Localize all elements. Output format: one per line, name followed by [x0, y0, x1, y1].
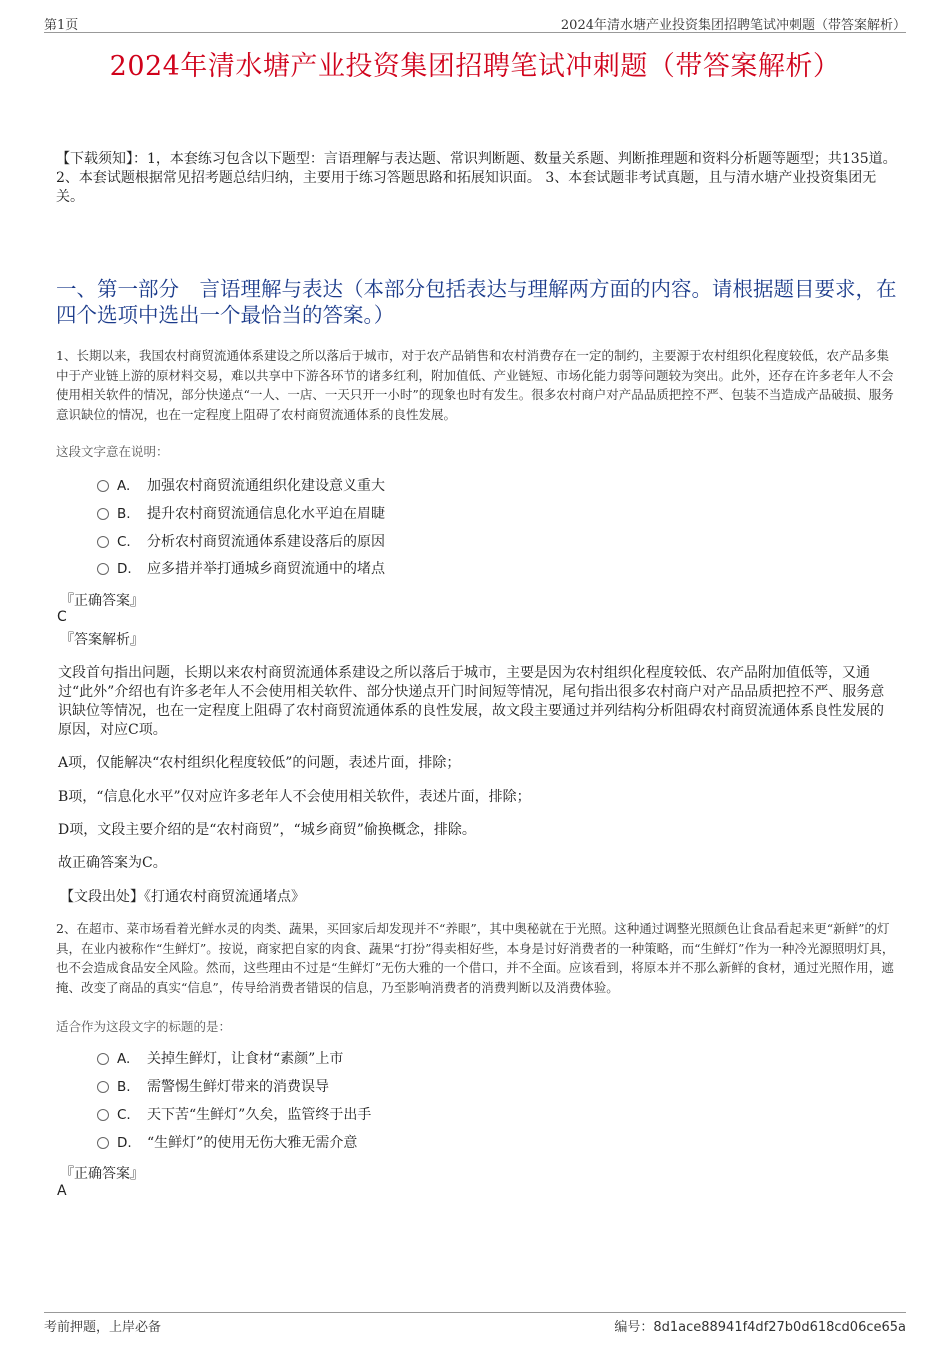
- footer-code: [614, 1316, 906, 1335]
- question-1-answer: C: [57, 609, 67, 625]
- question-1-option-c[interactable]: C. 分析农村商贸流通体系建设落后的原因: [97, 532, 385, 552]
- radio-icon[interactable]: [97, 480, 109, 492]
- question-2-option-d[interactable]: D. “生鲜灯”的使用无伤大雅无需介意: [97, 1133, 357, 1153]
- question-1-source: 【文段出处】《打通农村商贸流通堵点》: [60, 889, 305, 905]
- analysis-label: 『答案解析』: [60, 632, 144, 648]
- question-2-answer: A: [57, 1183, 67, 1199]
- radio-icon[interactable]: [97, 1137, 109, 1149]
- question-1-analysis: 文段首句指出问题，长期以来农村商贸流通体系建设之所以落后于城市，主要是因为农村组织化程度较低、农产品附加值低等，又通过“此外”介绍也有许多老年人不会使用相关软件、部分快递点开门时间短等情况，尾句指出很多农村商户对产品品质把控不严、服务意识缺位等情况，也在一定程度上阻碍了农村商贸流通体系的良性发展，故文段主要通过并列结构分析阻碍农村商贸流通体系良性发展的原因，对应C项。: [58, 665, 885, 738]
- footer-code-label: 编号：: [614, 1320, 654, 1335]
- radio-icon[interactable]: [97, 508, 109, 520]
- question-2-option-c[interactable]: C. 天下苦“生鲜灯”久矣，监管终于出手: [97, 1105, 371, 1125]
- question-2-option-a[interactable]: A. 关掉生鲜灯，让食材“素颜”上市: [97, 1049, 343, 1069]
- question-2-option-b[interactable]: B. 需警惕生鲜灯带来的消费误导: [97, 1077, 329, 1097]
- page-header: [44, 14, 906, 33]
- correct-answer-label: 『正确答案』: [60, 1166, 144, 1182]
- analysis-line-a: A项，仅能解决“农村组织化程度较低”的问题，表述片面，排除；: [58, 755, 461, 771]
- question-1-prompt: 这段文字意在说明：: [56, 444, 169, 459]
- correct-answer-label: 『正确答案』: [60, 593, 144, 609]
- question-1-stem: 1、长期以来，我国农村商贸流通体系建设之所以落后于城市，对于农产品销售和农村消费存在一定的制约，主要源于农村组织化程度较低，农产品多集中于产业链上游的原材料交易，难以共享中下游各环节的诸多红利，附加值低、产业链短、市场化能力弱等问题较为突出。此外，还存在许多老年人不会使用相关软件的情况，部分快递点“一人、一店、一天只开一小时”的现象也时有发生。很多农村商户对产品品质把控不严、包装不当造成产品破损、服务意识缺位的情况，也在一定程度上阻碍了农村商贸流通体系的良性发展。: [56, 348, 894, 422]
- question-2-prompt: 适合作为这段文字的标题的是：: [56, 1019, 232, 1034]
- question-2-stem: 2、在超市、菜市场看着光鲜水灵的肉类、蔬果，买回家后却发现并不“养眼”，其中奥秘就在于光照。这种通过调整光照颜色让食品看起来更“新鲜”的灯具，在业内被称作“生鲜灯”。按说，商家把自家的肉食、蔬果“打扮”得卖相好些，本身是讨好消费者的一种策略，而“生鲜灯”作为一种冷光源照明灯具，也不会造成食品安全风险。然而，这些理由不过是“生鲜灯”无伤大雅的一个借口，并不全面。应该看到，将原本并不那么新鲜的食材，通过光照作用，遮掩、改变了商品的真实“信息”，传导给消费者错误的信息，乃至影响消费者的消费判断以及消费体验。: [56, 921, 895, 995]
- download-notice: 【下载须知】：1，本套练习包含以下题型：言语理解与表达题、常识判断题、数量关系题、判断推理题和资料分析题等题型；共135道。 2、本套试题根据常见招考题总结归纳，主要用于练习答题思路和拓展知识面。 3、本套试题非考试真题，且与清水塘产业投资集团无关。: [56, 151, 897, 205]
- radio-icon[interactable]: [97, 1053, 109, 1065]
- header-doc-title: 2024年清水塘产业投资集团招聘笔试冲刺题（带答案解析）: [560, 18, 906, 33]
- page-footer: [44, 1312, 906, 1333]
- section-heading: 一、第一部分 言语理解与表达（本部分包括表达与理解两方面的内容。请根据题目要求，在四个选项中选出一个最恰当的答案。）: [56, 277, 897, 327]
- radio-icon[interactable]: [97, 536, 109, 548]
- analysis-conclusion: 故正确答案为C。: [58, 855, 167, 871]
- radio-icon[interactable]: [97, 1109, 109, 1121]
- footer-slogan: 考前押题，上岸必备: [44, 1320, 162, 1335]
- analysis-line-b: B项，“信息化水平”仅对应许多老年人不会使用相关软件，表述片面，排除；: [58, 789, 531, 805]
- radio-icon[interactable]: [97, 1081, 109, 1093]
- footer-code-value: 8d1ace88941f4df27b0d618cd06ce65a: [653, 1320, 906, 1335]
- question-1-option-a[interactable]: A. 加强农村商贸流通组织化建设意义重大: [97, 476, 385, 496]
- analysis-line-d: D项，文段主要介绍的是“农村商贸”，“城乡商贸”偷换概念，排除。: [58, 822, 476, 838]
- page-number: 第1页: [44, 18, 79, 33]
- question-1-option-b[interactable]: B. 提升农村商贸流通信息化水平迫在眉睫: [97, 504, 385, 524]
- document-title: 2024年清水塘产业投资集团招聘笔试冲刺题（带答案解析）: [109, 51, 841, 82]
- question-1-option-d[interactable]: D. 应多措并举打通城乡商贸流通中的堵点: [97, 559, 385, 579]
- radio-icon[interactable]: [97, 563, 109, 575]
